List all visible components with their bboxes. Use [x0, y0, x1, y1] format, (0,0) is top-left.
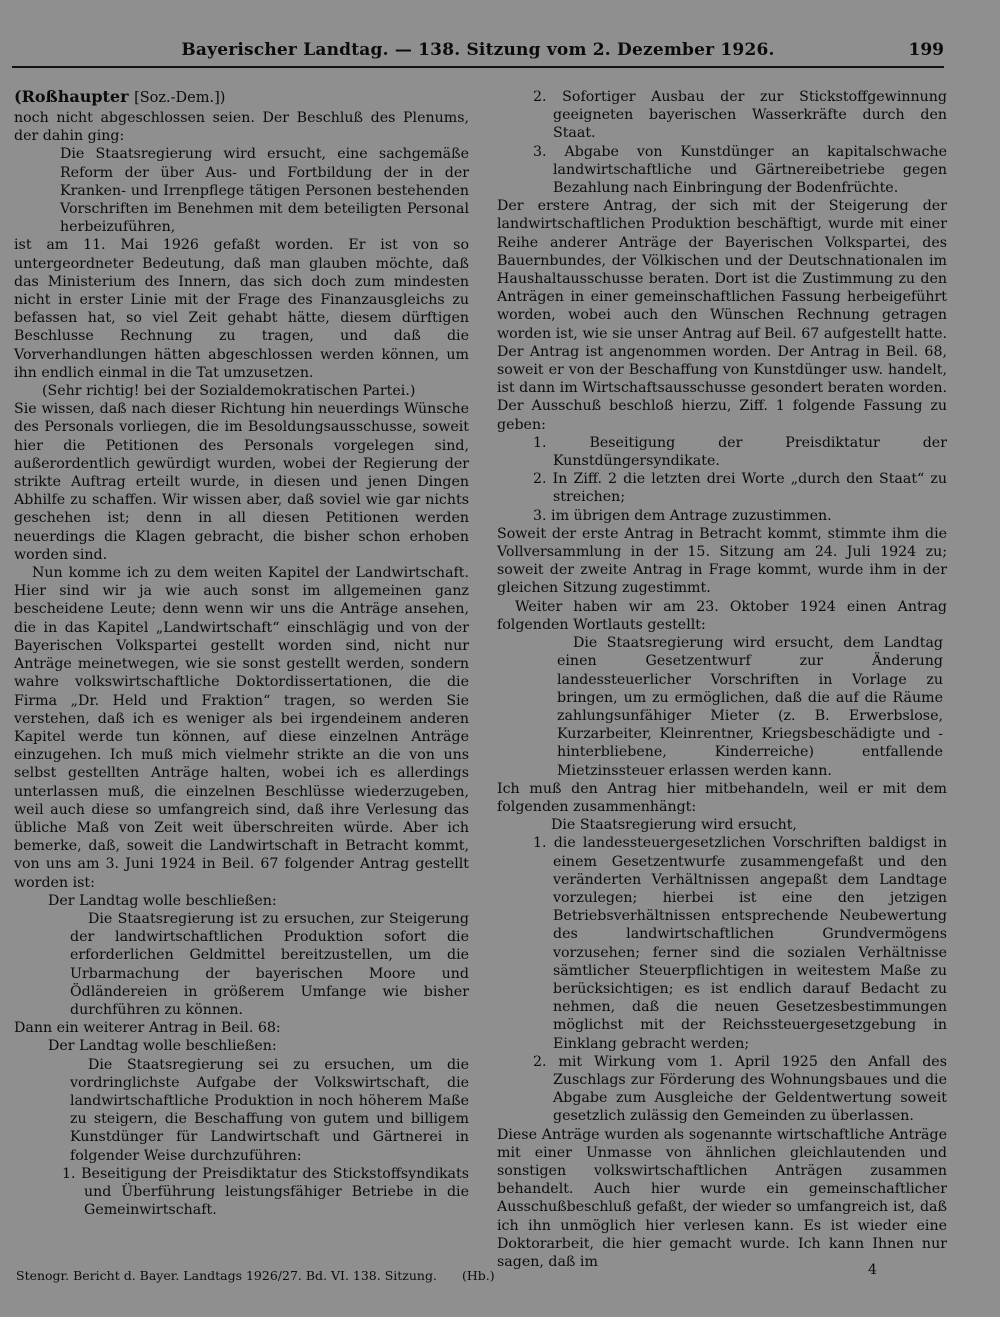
signature-mark: 4	[868, 1262, 877, 1278]
paragraph: Der erstere Antrag, der sich mit der Steigerung der landwirtschaftlichen Produktion beschäftigt, wurde mit einer Reihe anderer Anträge der Bayerischen Volkspartei, des Bauernbundes, der Völkischen und der Deutschnationalen im Haushaltausschusse beraten. Dort ist die Zustimmung zu den Anträgen in einer gemeinschaftlichen Fassung herbeigeführt worden, wobei auch den Wünschen Rechnung getragen worden ist, wie sie unser Antrag auf Beil. 67 aufgestellt hatte. Der Antrag ist angenommen worden. Der Antrag in Beil. 68, soweit er von der Beschaffung von Kunstdünger usw. handelt, ist dann im Wirtschaftsausschusse gesondert beraten worden. Der Ausschuß beschloß hierzu, Ziff. 1 folgende Fassung zu geben:	[497, 198, 947, 433]
interjection: (Sehr richtig! bei der Sozialdemokratischen Partei.)	[42, 383, 416, 400]
page-header	[12, 40, 944, 68]
footer-mark: (Hb.)	[462, 1268, 495, 1283]
paragraph: Nun komme ich zu dem weiten Kapitel der Landwirtschaft. Hier sind wir ja wie auch sonst im allgemeinen ganz bescheidene Leute; denn wenn wir uns die Anträge ansehen, die in das Kapitel „Landwirtschaft“ einschlägig und von der Bayerischen Volkspartei gestellt worden sind, nicht nur Anträge meinetwegen, wie sie sonst gestellt werden, sondern wahre volkswirtschaftliche Doktordissertationen, die die Firma „Dr. Held und Fraktion“ tragen, so werden Sie verstehen, daß ich es weniger als bei irgendeinem anderen Kapitel werde tun können, auf diese einzelnen Anträge einzugehen. Ich muß mich vielmehr strikte an die von uns selbst gestellten Anträge halten, wobei ich es allerdings unterlassen muß, die einzelnen Beschlüsse wiederzugeben, weil auch diese so umfangreich sind, daß ihre Verlesung das übliche Maß von Zeit weit überschreiten würde. Aber ich bemerke, daß, soweit die Landwirtschaft in Betracht kommt, von uns am 3. Juni 1924 in Beil. 67 folgender Antrag gestellt worden ist:	[14, 565, 469, 891]
motion-text: Die Staatsregierung ist zu ersuchen, zur Steigerung der landwirtschaftlichen Produktion sofort die erforderlichen Geldmittel bereitzustellen, um die Urbarmachung der bayerischen Moore und Ödländereien in größerem Umfange wie bisher durchführen zu können.	[70, 910, 469, 1018]
motion-item: 3. Abgabe von Kunstdünger an kapitalschwache landwirtschaftliche und Gärtnereibetriebe gegen Bezahlung nach Einbringung der Bodenfrüchte.	[533, 143, 947, 197]
paragraph: Weiter haben wir am 23. Oktober 1924 einen Antrag folgenden Wortlauts gestellt:	[497, 598, 947, 633]
paragraph: Soweit der erste Antrag in Betracht kommt, stimmte ihm die Vollversammlung in der 15. Sitzung am 24. Juli 1924 zu; soweit der zweite Antrag in Frage kommt, wurde ihm in der gleichen Sitzung zugestimmt.	[497, 525, 947, 597]
page-number: 199	[908, 40, 944, 60]
paragraph: noch nicht abgeschlossen seien. Der Beschluß des Plenums, der dahin ging:	[14, 110, 469, 145]
paragraph: Dann ein weiterer Antrag in Beil. 68:	[14, 1020, 281, 1037]
page-footer: Stenogr. Bericht d. Bayer. Landtags 1926/27. Bd. VI. 138. Sitzung.	[16, 1268, 437, 1283]
motion-item: 1. Beseitigung der Preisdiktatur des Stickstoffsyndikats und Überführung leistungsfähiger Betriebe in die Gemeinwirtschaft.	[62, 1165, 469, 1219]
motion-intro: Der Landtag wolle beschließen:	[48, 1038, 277, 1055]
right-column	[497, 88, 947, 1271]
committee-item: 2. In Ziff. 2 die letzten drei Worte „durch den Staat“ zu streichen;	[533, 471, 947, 506]
speaker-name: (Roßhaupter	[14, 87, 129, 106]
motion-intro: Die Staatsregierung wird ersucht,	[551, 817, 797, 834]
left-column	[14, 86, 469, 1219]
speaker-party: [Soz.-Dem.])	[134, 90, 226, 106]
speaker-line	[14, 86, 469, 109]
committee-item: 1. Beseitigung der Preisdiktatur der Kunstdüngersyndikate.	[533, 434, 947, 470]
committee-item: 3. im übrigen dem Antrage zuzustimmen.	[533, 507, 832, 524]
motion-item: 2. Sofortiger Ausbau der zur Stickstoffgewinnung geeigneten bayerischen Wasserkräfte durch den Staat.	[533, 89, 947, 142]
paragraph: Diese Anträge wurden als sogenannte wirtschaftliche Anträge mit einer Unmasse von ähnlichen gleichlautenden und sonstigen volkswirtschaftlichen Anträgen zusammen behandelt. Auch hier wurde ein gemeinschaftlicher Ausschußbeschluß gefaßt, der wieder so umfangreich ist, daß ich ihn unmöglich hier verlesen kann. Es ist wieder eine Doktorarbeit, die hier gemacht wurde. Ich kann Ihnen nur sagen, daß im	[497, 1126, 947, 1270]
running-head: Bayerischer Landtag. — 138. Sitzung vom 2. Dezember 1926.	[181, 40, 775, 60]
quoted-resolution: Die Staatsregierung wird ersucht, eine sachgemäße Reform der über Aus- und Fortbildung der in der Kranken- und Irrenpflege tätigen Personen bestehenden Vorschriften im Benehmen mit dem beteiligten Personal herbeizuführen,	[60, 146, 469, 236]
motion-item: 2. mit Wirkung vom 1. April 1925 den Anfall des Zuschlags zur Förderung des Wohnungsbaues und die Abgabe zum Ausgleiche der Geldentwertung soweit gesetzlich zulässig den Gemeinden zu überlassen.	[533, 1053, 947, 1125]
paragraph: ist am 11. Mai 1926 gefaßt worden. Er ist von so untergeordneter Bedeutung, daß man glauben möchte, daß das Ministerium des Innern, das sich doch zum mindesten nicht in erster Linie mit der Frage des Finanzausgleichs zu befassen hat, so viel Zeit gehabt hätte, diesem dürftigen Beschlusse Rechnung zu tragen, und daß die Vorverhandlungen hätten abgeschlossen werden können, um ihn endlich einmal in die Tat umzusetzen.	[14, 237, 469, 381]
paragraph: Sie wissen, daß nach dieser Richtung hin neuerdings Wünsche des Personals vorliegen, die im Besoldungsausschusse, soweit hier die Petitionen des Personals vorgelegen sind, außerordentlich gewürdigt wurden, wobei der Regierung der strikte Auftrag erteilt wurde, in diesen und jenen Dingen Abhilfe zu schaffen. Wir wissen aber, daß soviel wie gar nichts geschehen ist; denn in all diesen Petitionen werden neuerdings die Klagen gebracht, die bisher schon erhoben worden sind.	[14, 401, 469, 563]
motion-item: 1. die landessteuergesetzlichen Vorschriften baldigst in einem Gesetzentwurfe zusammengefaßt und den veränderten Verhältnissen angepaßt dem Landtage vorzulegen; hierbei ist eine den jetzigen Betriebsverhältnissen entsprechende Neubewertung des landwirtschaftlichen Grundvermögens vorzusehen; ferner sind die sozialen Verhältnisse sämtlicher Steuerpflichtigen in weitestem Maße zu berücksichtigen; es ist endlich darauf Bedacht zu nehmen, daß die neuen Gesetzesbestimmungen möglichst mit der Reichssteuergesetzgebung in Einklang gebracht werden;	[533, 835, 947, 1052]
motion-text: Die Staatsregierung wird ersucht, dem Landtag einen Gesetzentwurf zur Änderung landessteuerlicher Vorschriften in Vorlage zu bringen, um zu ermöglichen, daß die auf die Räume zahlungsunfähiger Mieter (z. B. Erwerbslose, Kurzarbeiter, Kleinrentner, Kriegsbeschädigte und -hinterbliebene, Kinderreiche) entfallende Mietzinssteuer erlassen werden kann.	[557, 635, 943, 779]
motion-text: Die Staatsregierung sei zu ersuchen, um die vordringlichste Aufgabe der Volkswirtschaft, die landwirtschaftliche Produktion in noch höherem Maße zu steigern, die Beschaffung von gutem und billigem Kunstdünger für Landwirtschaft und Gärtnerei in folgender Weise durchzuführen:	[70, 1056, 469, 1164]
paragraph: Ich muß den Antrag hier mitbehandeln, weil er mit dem folgenden zusammenhängt:	[497, 780, 947, 815]
motion-intro: Der Landtag wolle beschließen:	[48, 892, 277, 909]
